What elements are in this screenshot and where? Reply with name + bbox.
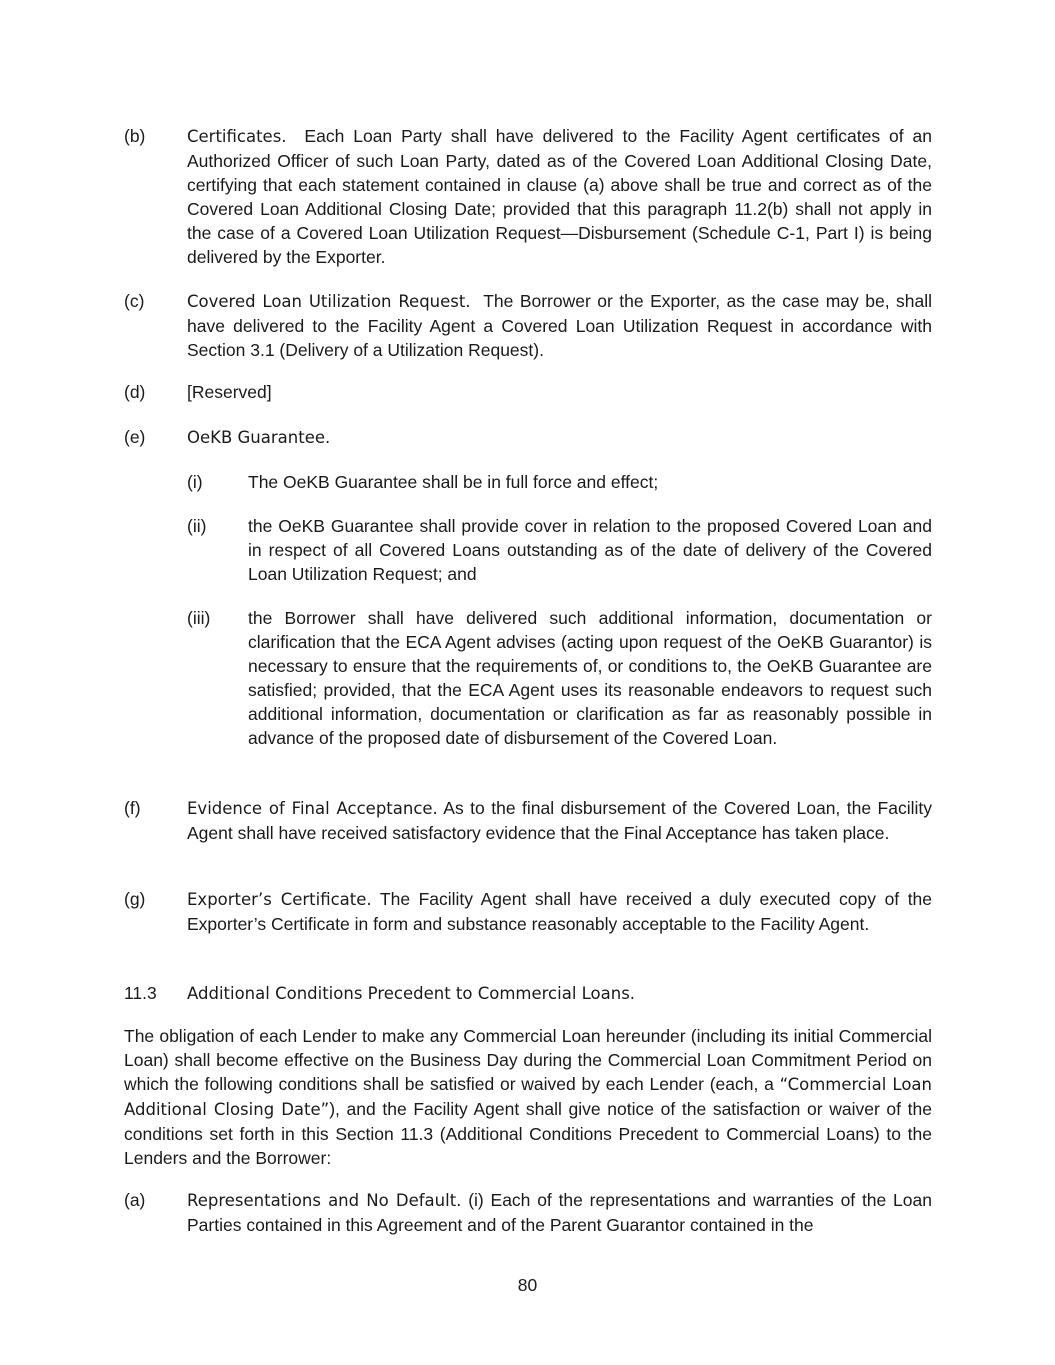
clause-body bbox=[187, 1188, 932, 1237]
clause-text: (i) Each of the representations and warranties of the Loan Parties contained in this Agreement and of the Parent Guarantor contained in the bbox=[187, 1190, 932, 1235]
clause-body bbox=[187, 887, 932, 936]
clause-heading: OeKB Guarantee. bbox=[187, 428, 331, 447]
clause-label: (f) bbox=[124, 798, 141, 818]
clause-body bbox=[187, 796, 932, 845]
intro-text-after: ), and the Facility Agent shall give notice of the satisfaction or waiver of the conditions set forth in this Section 11.3 (Additional Conditions Precedent to Commercial Loans) to the Lenders and the Borrower: bbox=[124, 1099, 933, 1168]
clause-text: The Borrower or the Exporter, as the case may be, shall have delivered to the Facility Agent a Covered Loan Utilization Request in accordance with Section 3.1 (Delivery of a Utilization Request). bbox=[187, 291, 932, 360]
clause-f bbox=[124, 796, 932, 845]
section-number: 11.3 bbox=[124, 983, 157, 1003]
clause-label: (g) bbox=[124, 889, 146, 909]
subclause-text: the OeKB Guarantee shall provide cover in relation to the proposed Covered Loan and in respect of all Covered Loans outstanding as of the date of delivery of the Covered Loan Utilization Request; and bbox=[248, 516, 932, 584]
clause-c bbox=[124, 289, 932, 362]
subclause-ii bbox=[187, 514, 932, 586]
clause-text: As to the final disbursement of the Covered Loan, the Facility Agent shall have received satisfactory evidence that the Final Acceptance has taken place. bbox=[187, 798, 932, 843]
section-intro-paragraph bbox=[124, 1024, 932, 1170]
clause-heading: Covered Loan Utilization Request. bbox=[187, 292, 471, 311]
clause-label: (a) bbox=[124, 1190, 146, 1210]
section-title-wrap bbox=[187, 981, 932, 1006]
subclause-iii bbox=[187, 606, 932, 750]
clause-a bbox=[124, 1188, 932, 1237]
clause-text: The Facility Agent shall have received a duly executed copy of the Exporter’s Certificate in form and substance reasonably acceptable to the Facility Agent. bbox=[187, 889, 933, 934]
clause-body bbox=[187, 289, 932, 362]
clause-label: (b) bbox=[124, 126, 146, 146]
clause-d bbox=[124, 380, 932, 404]
section-heading bbox=[124, 981, 932, 1006]
clause-heading: Exporter’s Certificate. bbox=[187, 890, 372, 909]
section-title: Additional Conditions Precedent to Commercial Loans. bbox=[187, 984, 636, 1003]
clause-body bbox=[187, 380, 932, 404]
clause-label: (d) bbox=[124, 382, 146, 402]
clause-heading: Evidence of Final Acceptance. bbox=[187, 799, 438, 818]
defined-term: “Commercial Loan Additional Closing Date” bbox=[124, 1075, 932, 1119]
clause-text: [Reserved] bbox=[187, 382, 272, 402]
subclause-label: (ii) bbox=[187, 516, 207, 536]
subclause-label: (iii) bbox=[187, 608, 211, 628]
clause-b bbox=[124, 124, 932, 269]
clause-body bbox=[187, 425, 932, 450]
clause-g bbox=[124, 887, 932, 936]
subclause-i bbox=[187, 470, 932, 494]
intro-text-before: The obligation of each Lender to make any Commercial Loan hereunder (including its initial Commercial Loan) shall become effective on the Business Day during the Commercial Loan Commitment Period on which the following conditions shall be satisfied or waived by each Lender (each, a bbox=[124, 1026, 932, 1094]
clause-label: (e) bbox=[124, 427, 146, 447]
subclause-label: (i) bbox=[187, 472, 203, 492]
clause-label: (c) bbox=[124, 291, 145, 311]
subclause-text: The OeKB Guarantee shall be in full force and effect; bbox=[248, 472, 659, 492]
clause-heading: Representations and No Default. bbox=[187, 1191, 462, 1210]
clause-heading: Certificates. bbox=[187, 127, 287, 146]
clause-body bbox=[187, 124, 932, 269]
subclause-text: the Borrower shall have delivered such additional information, documentation or clarification that the ECA Agent advises (acting upon request of the OeKB Guarantor) is necessary to ensure that the requirements of, or conditions to, the OeKB Guarantee are satisfied; provided, that the ECA Agent uses its reasonable endeavors to request such additional information, documentation or clarification as far as reasonably possible in advance of the proposed date of disbursement of the Covered Loan. bbox=[248, 608, 932, 748]
clause-e bbox=[124, 425, 932, 450]
page-number: 80 bbox=[517, 1275, 538, 1295]
clause-text: Each Loan Party shall have delivered to the Facility Agent certificates of an Authorized Officer of such Loan Party, dated as of the Covered Loan Additional Closing Date, certifying that each statement contained in clause (a) above shall be true and correct as of the Covered Loan Additional Closing Date; provided that this paragraph 11.2(b) shall not apply in the case of a Covered Loan Utilization Request—Disbursement (Schedule C-1, Part I) is being delivered by the Exporter. bbox=[187, 126, 932, 267]
